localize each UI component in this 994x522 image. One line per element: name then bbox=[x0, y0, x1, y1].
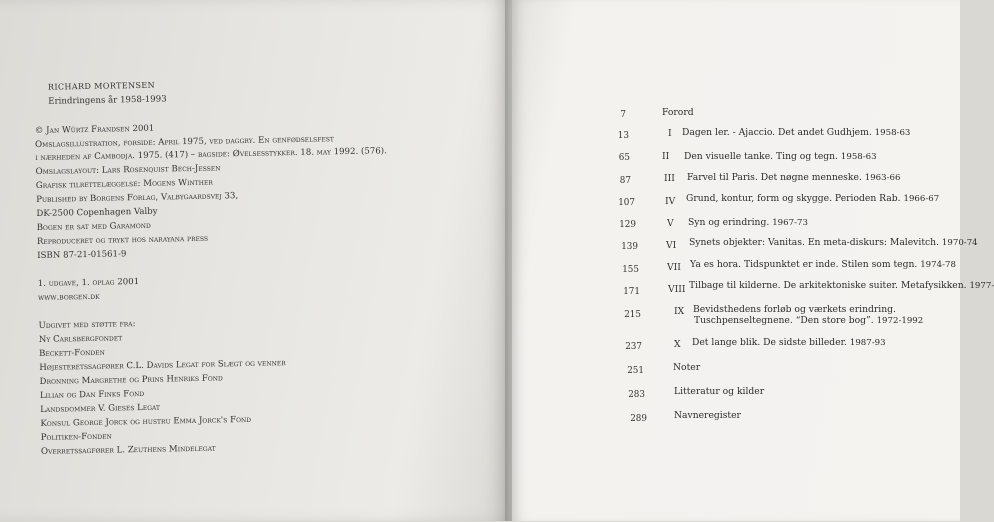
toc-page-number: 251 bbox=[627, 366, 644, 376]
graphic-design-line: Grafisk tilrettelæggelse: Mogens Winther bbox=[35, 177, 213, 191]
table-of-contents bbox=[512, 0, 994, 521]
cover-illustration-line-2: i nærheden af Cambodja. 1975. (417) – bagside: Øvelsesstykker. 18. may 1992. (576). bbox=[35, 146, 387, 163]
toc-entry-title: Navneregister bbox=[674, 410, 741, 421]
toc-entry-title bbox=[682, 127, 910, 138]
toc-chapter-numeral: V bbox=[667, 218, 674, 229]
toc-year: 1972-1992 bbox=[876, 316, 924, 326]
edition-line: 1. udgave, 1. oplag 2001 bbox=[37, 277, 140, 289]
publisher-address-line: DK-2500 Copenhagen Valby bbox=[36, 206, 158, 219]
toc-year: 1987-93 bbox=[849, 338, 886, 348]
toc-year: 1966-67 bbox=[903, 194, 940, 204]
cover-layout-line: Omslagslayout: Lars Rosenquist Bech-Jessen bbox=[35, 163, 221, 177]
right-page bbox=[512, 0, 994, 521]
toc-year: 1974-78 bbox=[920, 260, 956, 270]
toc-title-text: Den visuelle tanke. Ting og tegn. bbox=[684, 151, 838, 162]
toc-year: 1958-63 bbox=[874, 128, 911, 138]
toc-chapter-numeral: VI bbox=[666, 240, 677, 251]
toc-page-number: 139 bbox=[621, 242, 638, 252]
isbn-line: ISBN 87-21-01561-9 bbox=[37, 249, 127, 261]
book-subtitle: Erindringens år 1958-1993 bbox=[48, 94, 167, 107]
supporter-line: Beckett-Fonden bbox=[39, 347, 105, 359]
toc-title-text: Bevidsthedens forløb og værkets erindring. bbox=[693, 304, 896, 315]
toc-page-number: 87 bbox=[619, 176, 631, 186]
toc-page-number: 171 bbox=[623, 287, 640, 297]
toc-entry-title: Forord bbox=[662, 107, 694, 118]
toc-chapter-numeral: VII bbox=[667, 262, 681, 273]
toc-chapter-numeral: I bbox=[668, 128, 672, 139]
toc-title-text: Farvel til Paris. Det nøgne menneske. bbox=[687, 172, 862, 183]
toc-year: 1970-74 bbox=[941, 238, 978, 248]
toc-entry-title bbox=[693, 304, 896, 315]
publisher-line: Published by Borgens Forlag, Valbygaardsvej 33, bbox=[36, 191, 239, 205]
toc-title-text: Tuschpenseltegnene. “Den store bog”. bbox=[694, 315, 874, 326]
toc-entry-title bbox=[688, 217, 808, 228]
toc-chapter-numeral: IV bbox=[665, 196, 676, 207]
toc-entry-title bbox=[684, 151, 877, 162]
toc-entry-title bbox=[687, 172, 900, 183]
toc-chapter-numeral: II bbox=[662, 151, 670, 162]
toc-page-number: 215 bbox=[624, 310, 641, 320]
supporter-line: Politiken-Fonden bbox=[40, 431, 112, 443]
copyright-line: © Jan Würtz Frandsen 2001 bbox=[34, 123, 155, 136]
website-line: www.borgen.dk bbox=[37, 291, 100, 303]
toc-page-number: 13 bbox=[617, 131, 629, 141]
support-heading: Udgivet med støtte fra: bbox=[38, 319, 136, 331]
supporter-line: Konsul George Jorck og hustru Emma Jorck's Fond bbox=[40, 414, 252, 429]
toc-entry-title-continued bbox=[694, 315, 923, 326]
toc-page-number: 129 bbox=[619, 220, 636, 230]
supporter-line: Dronning Margrethe og Prins Henriks Fond bbox=[39, 373, 223, 387]
toc-title-text: Ya es hora. Tidspunktet er inde. Stilen som tegn. bbox=[690, 259, 918, 270]
toc-chapter-numeral: X bbox=[674, 339, 681, 350]
toc-chapter-numeral: VIII bbox=[668, 284, 686, 295]
toc-page-number: 65 bbox=[618, 153, 630, 163]
toc-entry-title bbox=[689, 280, 994, 291]
toc-entry-title bbox=[689, 237, 978, 248]
toc-title-text: Det lange blik. De sidste billeder. bbox=[692, 337, 847, 348]
author-name: RICHARD MORTENSEN bbox=[47, 80, 156, 92]
toc-title-text: Syn og erindring. bbox=[688, 217, 770, 228]
toc-entry-title bbox=[690, 259, 956, 270]
toc-entry-title: Litteratur og kilder bbox=[674, 386, 765, 397]
supporter-line: Overretssagfører L. Zeuthens Mindelegat bbox=[40, 443, 216, 457]
toc-entry-title: Noter bbox=[673, 362, 701, 373]
toc-year: 1958-63 bbox=[840, 152, 877, 162]
toc-title-text: Synets objekter: Vanitas. En meta-diskurs: Malevitch. bbox=[689, 237, 939, 248]
typeface-line: Bogen er sat med Garamond bbox=[36, 220, 151, 233]
supporter-line: Lilian og Dan Finks Fond bbox=[39, 388, 145, 401]
supporter-line: Højesteretssagfører C.L. Davids Legat for Slægt og venner bbox=[39, 358, 286, 373]
toc-page-number: 155 bbox=[622, 265, 639, 275]
toc-entry-title bbox=[686, 193, 939, 204]
toc-year: 1967-73 bbox=[772, 218, 808, 228]
toc-title-text: Dagen ler. - Ajaccio. Det andet Gudhjem. bbox=[682, 127, 872, 138]
toc-page-number: 107 bbox=[618, 198, 635, 208]
cover-illustration-line: Omslagsillustration, forside: April 1975, ved daggry. En genfødselsfest bbox=[34, 134, 334, 150]
supporter-line: Landsdommer V. Gieses Legat bbox=[40, 402, 161, 415]
printer-line: Reproduceret og trykt hos narayana press bbox=[36, 233, 209, 247]
toc-chapter-numeral: IX bbox=[674, 306, 685, 317]
book-gutter bbox=[505, 0, 519, 521]
toc-page-number: 289 bbox=[630, 414, 647, 424]
toc-year: 1977- bbox=[969, 281, 994, 291]
supporter-line: Ny Carlsbergfondet bbox=[38, 333, 123, 345]
toc-title-text: Tilbage til kilderne. De arkitektoniske suiter. Metafysikken. bbox=[689, 280, 967, 291]
toc-entry-title bbox=[692, 337, 886, 348]
toc-title-text: Grund, kontur, form og skygge. Perioden Rab. bbox=[686, 193, 901, 204]
toc-year: 1963-66 bbox=[864, 173, 901, 183]
toc-page-number: 283 bbox=[628, 390, 645, 400]
toc-page-number: 237 bbox=[625, 342, 642, 352]
toc-chapter-numeral: III bbox=[664, 173, 675, 184]
toc-page-number: 7 bbox=[620, 110, 626, 120]
